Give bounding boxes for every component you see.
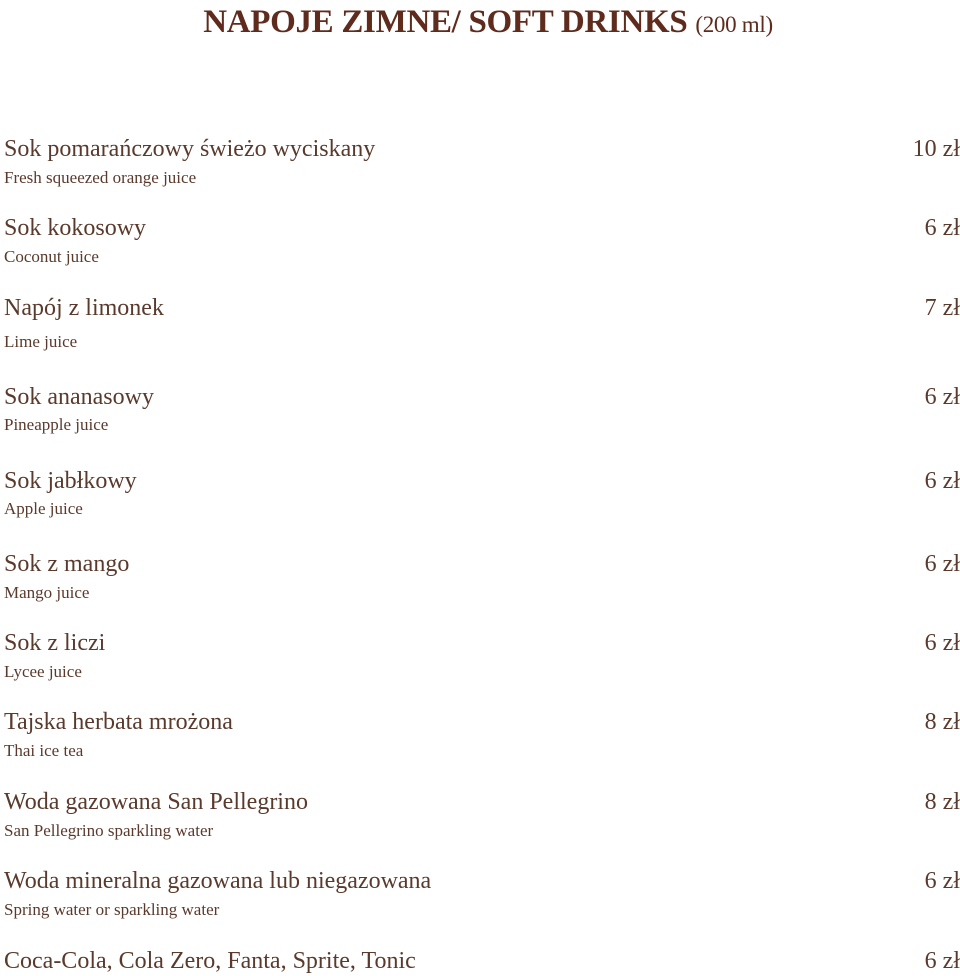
item-price: 6 zł [924,384,960,410]
item-name: Sok jabłkowy [4,468,137,494]
title-text: NAPOJE ZIMNE/ SOFT DRINKS [203,4,688,40]
item-price: 6 zł [924,551,960,577]
item-price: 6 zł [924,215,960,241]
item-name: Coca-Cola, Cola Zero, Fanta, Sprite, Tonic [4,948,416,974]
item-name: Napój z limonek [4,295,164,321]
item-english: Pineapple juice [4,415,109,434]
item-price: 8 zł [924,789,960,815]
item-price: 6 zł [924,630,960,656]
item-name: Tajska herbata mrożona [4,709,233,735]
item-name: Sok kokosowy [4,215,147,241]
item-price: 7 zł [924,295,960,321]
item-name: Sok z liczi [4,630,106,656]
item-price: 6 zł [924,868,960,894]
item-price: 10 zł [912,136,960,162]
item-name: Woda gazowana San Pellegrino [4,789,308,815]
item-english: Fresh squeezed orange juice [4,168,197,187]
item-price: 8 zł [924,709,960,735]
item-price: 6 zł [924,948,960,974]
item-english: Lycee juice [4,662,82,681]
item-english: Spring water or sparkling water [4,900,220,919]
item-name: Sok ananasowy [4,384,154,410]
item-english: Apple juice [4,499,83,518]
item-english: Mango juice [4,583,90,602]
page-title [0,2,960,45]
item-price: 6 zł [924,468,960,494]
item-name: Sok z mango [4,551,130,577]
item-english: San Pellegrino sparkling water [4,821,214,840]
title-volume: (200 ml) [695,12,773,37]
item-english: Lime juice [4,332,78,351]
item-english: Thai ice tea [4,741,84,760]
item-name: Woda mineralna gazowana lub niegazowana [4,868,432,894]
item-name: Sok pomarańczowy świeżo wyciskany [4,136,376,162]
item-english: Coconut juice [4,247,99,266]
